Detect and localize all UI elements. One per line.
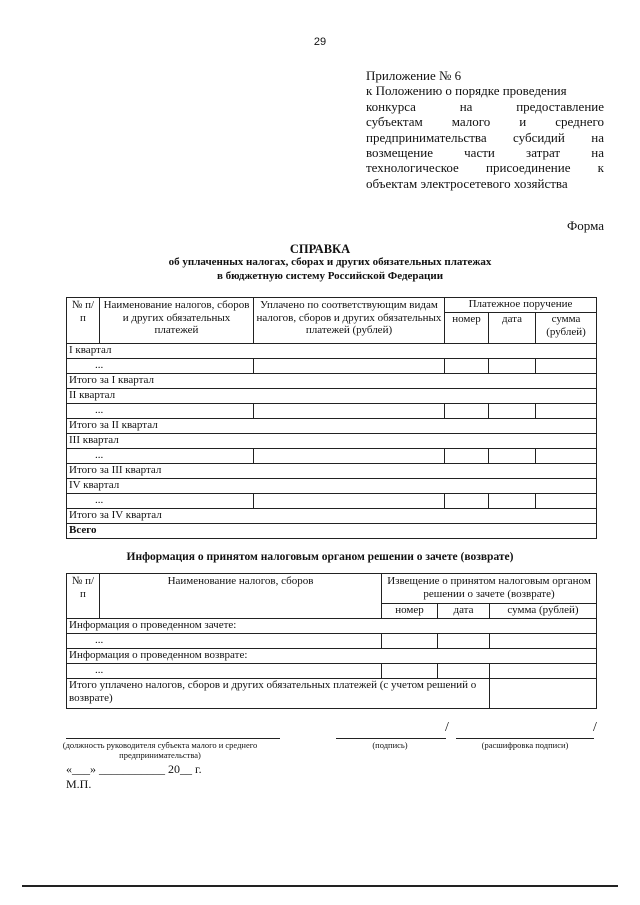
header-date: дата <box>438 604 490 619</box>
position-line <box>66 738 280 739</box>
quarter-total: Итого за II квартал <box>67 419 597 434</box>
table-cell <box>254 359 445 374</box>
table-row <box>67 634 597 649</box>
quarter-label: IV квартал <box>67 479 597 494</box>
appendix-line: Приложение № 6 <box>366 68 462 83</box>
refund-info-label: Информация о проведенном возврате: <box>67 649 597 664</box>
ellipsis-cell: ... <box>67 404 254 419</box>
table-row <box>67 619 597 634</box>
table-row <box>67 464 597 479</box>
header-tax-name: Наименование налогов, сборов и других обязательных платежей <box>100 298 254 344</box>
offset-info-label: Информация о проведенном зачете: <box>67 619 597 634</box>
appendix-line: субъектам малого и среднего <box>366 114 604 130</box>
header-payment-order: Платежное поручение <box>445 298 597 313</box>
table-row <box>67 404 597 419</box>
header-no: № п/п <box>67 298 100 344</box>
ellipsis-cell: ... <box>67 359 254 374</box>
header-number: номер <box>382 604 438 619</box>
table-cell <box>489 494 536 509</box>
header-sum: сумма (рублей) <box>536 313 597 344</box>
stamp-place: М.П. <box>66 777 92 791</box>
document-subtitle <box>60 256 600 283</box>
table-row <box>67 509 597 524</box>
table-cell <box>438 634 490 649</box>
decode-caption: (расшифровка подписи) <box>481 740 569 750</box>
table-row <box>67 479 597 494</box>
quarter-total: Итого за I квартал <box>67 374 597 389</box>
table-cell <box>536 494 597 509</box>
document-title: СПРАВКА <box>289 242 351 256</box>
table-cell <box>490 679 597 709</box>
date-line: «___» ___________ 20__ г. <box>66 762 202 776</box>
table-cell <box>382 634 438 649</box>
table-cell <box>445 449 489 464</box>
appendix-line: предпринимательства субсидий на <box>366 129 604 145</box>
sign-caption: (подпись) <box>372 740 408 750</box>
header-no: № п/п <box>67 574 100 619</box>
table-cell <box>445 494 489 509</box>
ellipsis-cell: ... <box>67 634 382 649</box>
form-label: Форма <box>567 218 604 233</box>
header-date: дата <box>489 313 536 344</box>
table-row <box>67 494 597 509</box>
quarter-label: III квартал <box>67 434 597 449</box>
table-cell <box>489 404 536 419</box>
table-row <box>67 664 597 679</box>
table-row <box>67 389 597 404</box>
position-caption: (должность руководителя субъекта малого и среднего предпринимательства) <box>62 740 258 760</box>
subtitle-line: в бюджетную систему Российской Федерации <box>216 269 444 282</box>
table-cell <box>536 404 597 419</box>
table-row <box>67 374 597 389</box>
table-cell <box>445 404 489 419</box>
table-row <box>67 679 597 709</box>
ellipsis-cell: ... <box>67 449 254 464</box>
table-cell <box>490 634 597 649</box>
grand-total-label: Всего <box>67 524 597 539</box>
table-row <box>67 524 597 539</box>
table-cell <box>254 404 445 419</box>
table-cell <box>536 449 597 464</box>
slash-separator: / <box>593 720 597 735</box>
page-number: 29 <box>313 36 327 48</box>
appendix-line: технологическое присоединение к <box>366 160 604 176</box>
header-notice: Извещение о принятом налоговым органом решении о зачете (возврате) <box>382 574 597 604</box>
signature-line <box>336 738 446 739</box>
table-row <box>67 649 597 664</box>
bottom-rule <box>22 885 618 887</box>
table-row <box>67 449 597 464</box>
quarter-total: Итого за III квартал <box>67 464 597 479</box>
appendix-line: к Положению о порядке проведения <box>366 83 567 99</box>
table-cell <box>254 449 445 464</box>
appendix-line: возмещение части затрат на <box>366 145 604 161</box>
table-cell <box>536 359 597 374</box>
taxes-table <box>66 297 597 539</box>
table-row <box>67 344 597 359</box>
table-row <box>67 419 597 434</box>
table-header-row <box>67 574 597 604</box>
table-cell <box>254 494 445 509</box>
quarter-label: I квартал <box>67 344 597 359</box>
table-cell <box>445 359 489 374</box>
table-header-row <box>67 298 597 313</box>
table-cell <box>490 664 597 679</box>
ellipsis-cell: ... <box>67 664 382 679</box>
ellipsis-cell: ... <box>67 494 254 509</box>
section-title: Информация о принятом налоговым органом решении о зачете (возврате) <box>126 551 514 563</box>
table-cell <box>489 359 536 374</box>
grand-total-label: Итого уплачено налогов, сборов и других обязательных платежей (с учетом решений о возврате) <box>67 679 490 709</box>
quarter-total: Итого за IV квартал <box>67 509 597 524</box>
table-row <box>67 359 597 374</box>
table-cell <box>438 664 490 679</box>
appendix-header <box>366 68 604 191</box>
subtitle-line: об уплаченных налогах, сборах и других обязательных платежах <box>168 256 492 268</box>
header-number: номер <box>445 313 489 344</box>
offset-refund-table <box>66 573 597 709</box>
appendix-line: объектам электросетевого хозяйства <box>366 175 568 191</box>
table-cell <box>382 664 438 679</box>
quarter-label: II квартал <box>67 389 597 404</box>
table-row <box>67 434 597 449</box>
header-tax-name: Наименование налогов, сборов <box>100 574 382 619</box>
header-sum: сумма (рублей) <box>490 604 597 619</box>
slash-separator: / <box>445 720 449 735</box>
table-cell <box>489 449 536 464</box>
appendix-line: конкурса на предоставление <box>366 98 604 114</box>
header-paid: Уплачено по соответствующим видам налогов, сборов и других обязательных платежей (рублей) <box>254 298 445 344</box>
decode-line <box>456 738 594 739</box>
